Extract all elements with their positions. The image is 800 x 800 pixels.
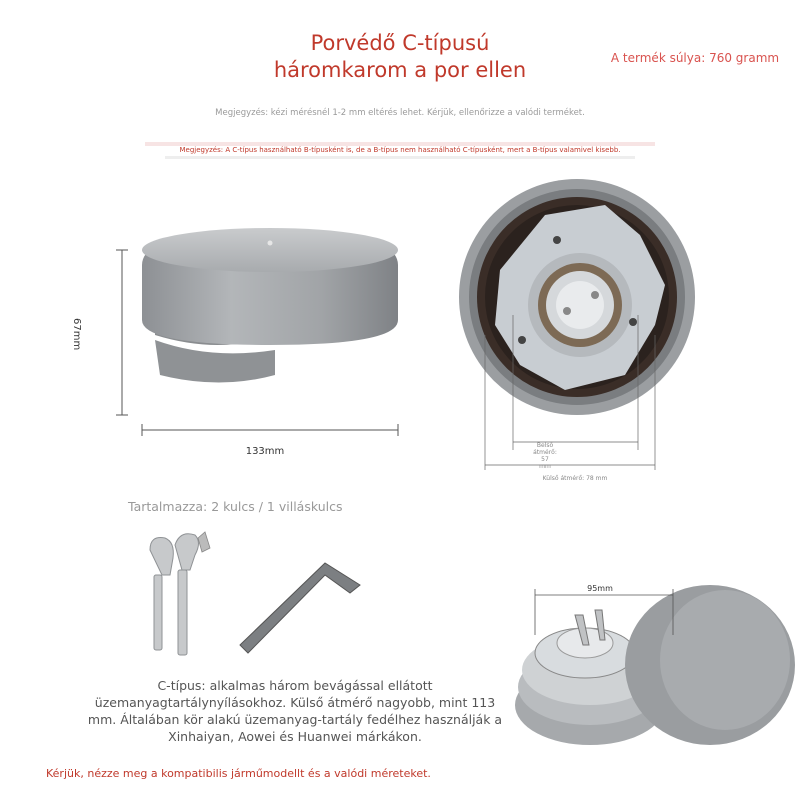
description-line-2: üzemanyagtartálynyílásokhoz. Külső átmérő nagyobb, mint 113	[94, 695, 496, 710]
type-note-banner	[145, 140, 655, 162]
fuel-cap-open-image	[505, 575, 795, 765]
title-line-2: háromkarom a por ellen	[273, 58, 527, 82]
outer-diameter-label: Külső átmérő: 78 mm	[542, 475, 608, 482]
page-title	[200, 30, 600, 84]
inner-diameter-line-3: mm	[539, 463, 551, 470]
inner-diameter-label	[530, 442, 560, 470]
measurement-note: Megjegyzés: kézi mérésnél 1-2 mm eltérés lehet. Kérjük, ellenőrizze a valódi terméket.	[215, 108, 585, 118]
type-compatibility-note: Megjegyzés: A C-típus használható B-típusként is, de a B-típus nem használható C-típusként, mert a B-típus valamivel kisebb.	[179, 146, 621, 154]
width-dimension-label: 133mm	[245, 446, 285, 457]
description-line-4: Xinhaiyan, Aowei és Huanwei márkákon.	[168, 729, 422, 744]
inner-diameter-line-1: Belső	[536, 442, 554, 449]
description-line-1: C-típus: alkalmas három bevágással ellátott	[157, 678, 433, 693]
title-line-1: Porvédő C-típusú	[310, 31, 490, 55]
top-width-dimension-label: 95mm	[587, 584, 613, 593]
product-weight: A termék súlya: 760 gramm	[610, 51, 780, 65]
type-description	[70, 677, 520, 745]
compatibility-footer-note: Kérjük, nézze meg a kompatibilis járműmodellt és a valódi méreteket.	[46, 767, 431, 780]
contents-label: Tartalmazza: 2 kulcs / 1 villáskulcs	[128, 499, 343, 514]
hex-key-image	[230, 555, 375, 660]
keys-image	[140, 530, 220, 660]
fuel-cap-bottom-image	[455, 175, 700, 475]
description-line-3: mm. Általában kör alakú üzemanyag-tartály fedélhez használják a	[87, 712, 503, 727]
fuel-cap-side-image	[100, 225, 420, 470]
inner-diameter-line-2: átmérő: 57	[533, 449, 557, 463]
height-dimension-label: 67mm	[71, 318, 82, 351]
